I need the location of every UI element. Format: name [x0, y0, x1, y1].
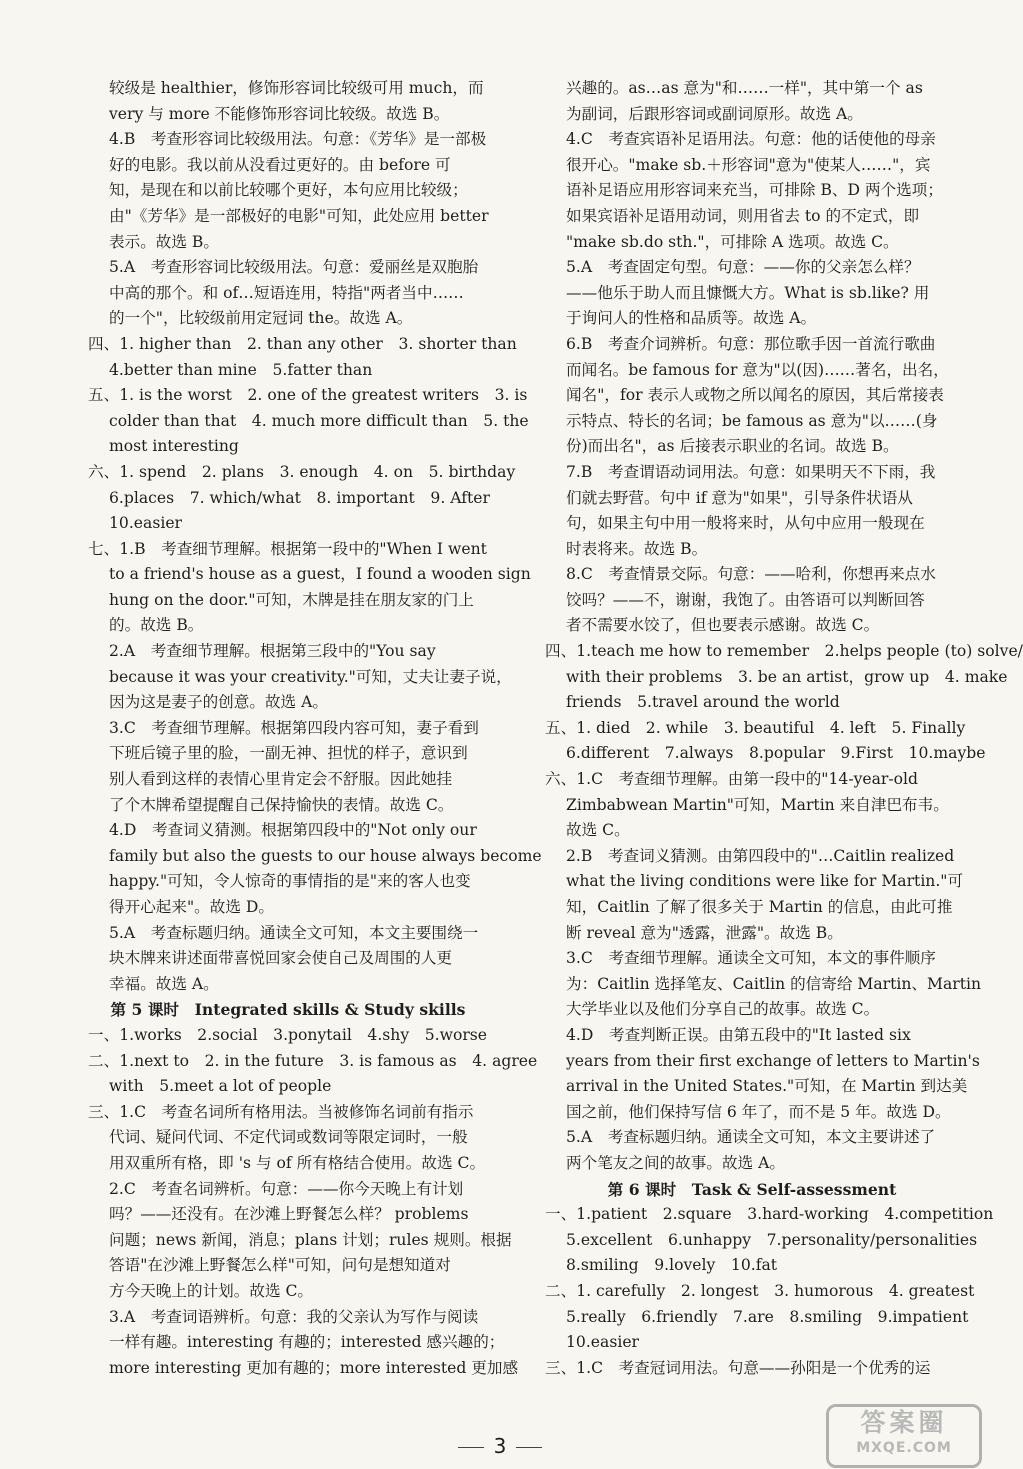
text-line: 5.A 考查标题归纳。通读全文可知，本文主要围绕一 [109, 923, 479, 942]
text-line: 4.better than mine 5.fatter than [109, 360, 373, 379]
text-line: 问题；news 新闻，消息；plans 计划；rules 规则。根据 [109, 1230, 512, 1249]
text-line: more interesting 更加有趣的；more interested 更加感 [109, 1358, 519, 1377]
section-heading: 第 5 课时 Integrated skills & Study skills [110, 1000, 466, 1020]
text-line: 用双重所有格，即 's 与 of 所有格结合使用。故选 C。 [109, 1153, 486, 1172]
watermark-logo [826, 1404, 982, 1468]
text-line: 五、1. is the worst 2. one of the greatest writers 3. is [88, 386, 528, 405]
text-line: with 5.meet a lot of people [109, 1077, 332, 1096]
text-line: 六、1. spend 2. plans 3. enough 4. on 5. birthday [88, 462, 516, 481]
text-line: 5.excellent 6.unhappy 7.personality/personalities [566, 1230, 978, 1249]
text-line: 4.D 考查判断正误。由第五段中的"It lasted six [566, 1025, 911, 1044]
text-line: 而闻名。be famous for 意为"以(因)……著名，出名， [566, 360, 949, 379]
text-line: 6.different 7.always 8.popular 9.First 10.maybe [566, 744, 986, 763]
text-line: 大学毕业以及他们分享自己的故事。故选 C。 [566, 1000, 880, 1019]
text-line: 了个木牌希望提醒自己保持愉快的表情。故选 C。 [109, 795, 454, 814]
text-line: arrival in the United States."可知，在 Martin 到达美 [566, 1077, 968, 1096]
text-line: 五、1. died 2. while 3. beautiful 4. left 5. Finally [545, 718, 966, 737]
text-line: 4.C 考查宾语补足语用法。句意：他的话使他的母亲 [566, 130, 936, 149]
text-line: 很开心。"make sb.＋形容词"意为"使某人……"，宾 [566, 155, 931, 174]
text-line: 闻名"，for 表示人或物之所以闻名的原因，其后常接表 [566, 386, 944, 405]
text-line: 较级是 healthier，修饰形容词比较级可用 much，而 [109, 79, 484, 97]
text-line: 由"《芳华》是一部极好的电影"可知，此处应用 better [109, 206, 489, 225]
text-line: 份)而出名"，as 后接表示职业的名词。故选 B。 [566, 437, 899, 456]
watermark-url: MXQE.COM [856, 1440, 952, 1456]
text-line: 一、1.works 2.social 3.ponytail 4.shy 5.worse [88, 1025, 488, 1044]
text-line: 块木牌来讲述面带喜悦回家会使自己及周围的人更 [109, 949, 453, 968]
text-line: 们就去野营。句中 if 意为"如果"，引导条件状语从 [566, 488, 913, 507]
page-number-text: 3 [493, 1434, 507, 1458]
text-line: 别人看到这样的表情心里肯定会不舒服。因此她挂 [109, 770, 453, 789]
text-line: Zimbabwean Martin"可知，Martin 来自津巴布韦。 [566, 795, 949, 814]
text-line: 时表将来。故选 B。 [566, 539, 708, 558]
text-line: 断 reveal 意为"透露，泄露"。故选 B。 [566, 923, 843, 942]
text-line: hung on the door."可知，木牌是挂在朋友家的门上 [109, 590, 474, 609]
text-line: 为：Caitlin 选择笔友、Caitlin 的信寄给 Martin、Martin [566, 974, 982, 993]
text-line: 10.easier [566, 1333, 639, 1352]
text-line: because it was your creativity."可知，丈夫让妻子说， [109, 667, 512, 686]
text-line: 的一个"，比较级前用定冠词 the。故选 A。 [109, 309, 413, 328]
section-heading: 第 6 课时 Task & Self-assessment [607, 1179, 897, 1199]
text-line: happy."可知，令人惊奇的事情指的是"来的客人也变 [109, 872, 471, 891]
text-line: family but also the guests to our house always become [109, 846, 542, 865]
text-line: 一、1.patient 2.square 3.hard-working 4.competition [545, 1205, 994, 1224]
text-line: 吗？——还没有。在沙滩上野餐怎么样？ problems [109, 1205, 469, 1224]
text-line: 知，是现在和以前比较哪个更好，本句应用比较级； [109, 181, 468, 200]
text-line: with their problems 3. be an artist，grow up 4. make [566, 667, 1008, 686]
text-line: 下班后镜子里的脸，一副无神、担忧的样子，意识到 [109, 744, 468, 763]
text-line: 句，如果主句中用一般将来时，从句中应用一般现在 [566, 514, 925, 533]
text-line: 因为这是妻子的创意。故选 A。 [109, 693, 328, 712]
text-line: 二、1. carefully 2. longest 3. humorous 4. greatest [545, 1281, 975, 1300]
text-line: 一样有趣。interesting 有趣的；interested 感兴趣的； [109, 1333, 505, 1352]
text-line: 语补足语应用形容词来充当，可排除 B、D 两个选项； [566, 181, 943, 200]
text-line: 3.C 考查细节理解。通读全文可知，本文的事件顺序 [566, 949, 936, 968]
text-line: 8.C 考查情景交际。句意：——哈利，你想再来点水 [566, 565, 936, 584]
text-line: 两个笔友之间的故事。故选 A。 [566, 1153, 785, 1172]
text-line: 答语"在沙滩上野餐怎么样"可知，问句是想知道对 [109, 1256, 451, 1275]
text-line: 中高的那个。和 of…短语连用，特指"两者当中…… [109, 283, 464, 302]
text-line: to a friend's house as a guest，I found a wooden sign [109, 565, 531, 584]
text-line: 4.B 考查形容词比较级用法。句意：《芳华》是一部极 [109, 130, 487, 149]
text-line: 5.A 考查形容词比较级用法。句意：爱丽丝是双胞胎 [109, 258, 479, 277]
text-line: 代词、疑问代词、不定代词或数词等限定词时，一般 [109, 1128, 468, 1147]
text-line: 兴趣的。as…as 意为"和……一样"，其中第一个 as [566, 79, 923, 97]
text-line: 四、1. higher than 2. than any other 3. shorter than [88, 334, 517, 353]
text-line: 得开心起来"。故选 D。 [109, 898, 274, 916]
text-line: 3.C 考查细节理解。根据第四段内容可知，妻子看到 [109, 718, 479, 737]
text-line: 6.B 考查介词辨析。句意：那位歌手因一首流行歌曲 [566, 334, 936, 353]
text-line: 故选 C。 [566, 821, 630, 840]
text-line: 幸福。故选 A。 [109, 974, 219, 993]
text-line: 示特点、特长的名词；be famous as 意为"以……(身 [566, 411, 938, 430]
right-column [545, 76, 1023, 1381]
text-line: 5.really 6.friendly 7.are 8.smiling 9.impatient [566, 1307, 969, 1326]
watermark-logo-text: 答案圈 [860, 1408, 948, 1437]
text-line: 3.A 考查词语辨析。句意：我的父亲认为写作与阅读 [109, 1307, 479, 1326]
text-line: 饺吗？——不，谢谢，我饱了。由答语可以判断回答 [566, 590, 925, 609]
text-line: "make sb.do sth."，可排除 A 选项。故选 C。 [566, 232, 899, 251]
text-line: 2.A 考查细节理解。根据第三段中的"You say [109, 642, 436, 661]
text-line: 表示。故选 B。 [109, 232, 219, 251]
text-line: what the living conditions were like for Martin."可 [566, 872, 964, 891]
text-line: 四、1.teach me how to remember 2.helps people (to) solve/ [545, 642, 1023, 661]
text-line: 国之前，他们保持写信 6 年了，而不是 5 年。故选 D。 [566, 1102, 951, 1121]
text-line: 三、1.C 考查冠词用法。句意——孙阳是一个优秀的运 [545, 1358, 931, 1377]
text-line: 4.D 考查词义猜测。根据第四段中的"Not only our [109, 821, 477, 840]
text-line: ——他乐于助人而且慷慨大方。What is sb.like? 用 [566, 283, 930, 302]
text-line: friends 5.travel around the world [566, 693, 840, 712]
text-line: 知，Caitlin 了解了很多关于 Martin 的信息，由此可推 [566, 898, 953, 916]
text-line: most interesting [109, 437, 239, 456]
text-line: 6.places 7. which/what 8. important 9. After [109, 488, 490, 507]
text-line: 六、1.C 考查细节理解。由第一段中的"14-year-old [545, 770, 919, 789]
text-line: 二、1.next to 2. in the future 3. is famous as 4. agree [88, 1051, 538, 1070]
text-line: 者不需要水饺了，但也要表示感谢。故选 C。 [566, 616, 880, 635]
text-line: 10.easier [109, 514, 182, 533]
text-line: 三、1.C 考查名词所有格用法。当被修饰名词前有指示 [88, 1102, 474, 1121]
text-line: 好的电影。我以前从没看过更好的。由 before 可 [109, 155, 451, 174]
left-column [88, 76, 542, 1381]
text-line: 七、1.B 考查细节理解。根据第一段中的"When I went [88, 539, 487, 558]
text-line: 为副词，后跟形容词或副词原形。故选 A。 [566, 104, 863, 123]
text-line: colder than that 4. much more difficult than 5. the [109, 411, 529, 430]
text-line: 2.B 考查词义猜测。由第四段中的"…Caitlin realized [566, 846, 955, 865]
text-line: 5.A 考查固定句型。句意：——你的父亲怎么样？ [566, 258, 920, 277]
text-line: 5.A 考查标题归纳。通读全文可知，本文主要讲述了 [566, 1128, 936, 1147]
text-line: 于询问人的性格和品质等。故选 A。 [566, 309, 817, 328]
text-line: 7.B 考查谓语动词用法。句意：如果明天不下雨，我 [566, 462, 936, 481]
text-line: very 与 more 不能修饰形容词比较级。故选 B。 [109, 104, 450, 123]
text-line: 的。故选 B。 [109, 616, 204, 635]
text-line: 8.smiling 9.lovely 10.fat [566, 1256, 778, 1275]
text-line: years from their first exchange of letters to Martin's [566, 1051, 980, 1070]
text-line: 如果宾语补足语用动词，则用省去 to 的不定式，即 [566, 206, 920, 225]
text-line: 2.C 考查名词辨析。句意：——你今天晚上有计划 [109, 1179, 464, 1198]
text-line: 方今天晚上的计划。故选 C。 [109, 1281, 314, 1300]
